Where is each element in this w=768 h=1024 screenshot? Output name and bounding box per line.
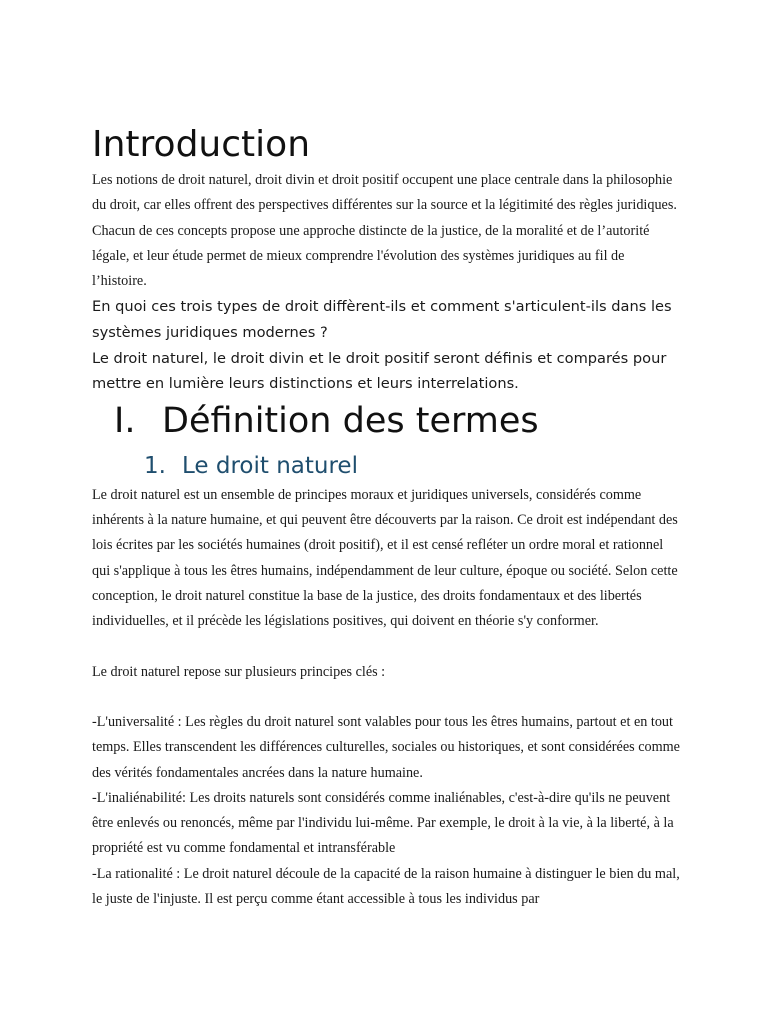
section-title: Définition des termes — [162, 400, 539, 441]
droit-naturel-definition-paragraph: Le droit naturel est un ensemble de principes moraux et juridiques universels, considérés comme inhérents à la nature humaine, et qui peuvent être découverts par la raison. Ce droit est indépendant des lois écrites par les sociétés humaines (droit positif), et il est censé refléter un ordre moral et rationnel qui s'applique à tous les êtres humains, indépendamment de leur culture, époque ou société. Selon cette conception, le droit naturel constitue la base de la justice, des droits fondamentaux et des libertés individuelles, et il précède les législations positives, qui doivent en théorie s'y conformer. — [92, 486, 678, 630]
subsection-heading-droit-naturel — [92, 451, 680, 481]
principle-inalienabilite: -L'inaliénabilité: Les droits naturels sont considérés comme inaliénables, c'est-à-dire qu'ils ne peuvent être enlevés ou renoncés, même par l'individu lui-même. Par exemple, le droit à la vie, à la liberté, à la propriété est vu comme fondamental et intransférable — [92, 789, 674, 857]
principles-intro-paragraph: Le droit naturel repose sur plusieurs principes clés : — [92, 663, 386, 680]
introduction-paragraph: Les notions de droit naturel, droit divin et droit positif occupent une place centrale dans la philosophie du droit, car elles offrent des perspectives différentes sur la source et la légitimité des règles juridiques. Chacun de ces concepts propose une approche distincte de la justice, de la moralité et de l’autorité légale, et leur étude permet de mieux comprendre l'évolution des systèmes juridiques au fil de l’histoire. — [92, 172, 677, 290]
subsection-number: 1. — [144, 452, 166, 479]
document-body — [92, 122, 680, 912]
introduction-heading: Introduction — [92, 124, 311, 165]
paragraph-spacer — [92, 635, 680, 660]
section-heading-definitions — [92, 397, 680, 445]
paragraph-spacer — [92, 685, 680, 710]
plan-announcement: Le droit naturel, le droit divin et le droit positif seront définis et comparés pour mettre en lumière leurs distinctions et leurs interrelations. — [92, 349, 667, 393]
principle-rationalite: -La rationalité : Le droit naturel découle de la capacité de la raison humaine à distinguer le bien du mal, le juste de l'injuste. Il est perçu comme étant accessible à tous les individus par — [92, 865, 680, 908]
subsection-title: Le droit naturel — [182, 452, 358, 479]
section-number: I. — [114, 400, 136, 441]
principle-universalite: -L'universalité : Les règles du droit naturel sont valables pour tous les êtres humains, partout et en tout temps. Elles transcendent les différences culturelles, sociales ou historiques, et sont considérées comme des vérités fondamentales ancrées dans la nature humaine. — [92, 713, 680, 781]
problematique-question: En quoi ces trois types de droit diffèrent-ils et comment s'articulent-ils dans les systèmes juridiques modernes ? — [92, 298, 672, 342]
